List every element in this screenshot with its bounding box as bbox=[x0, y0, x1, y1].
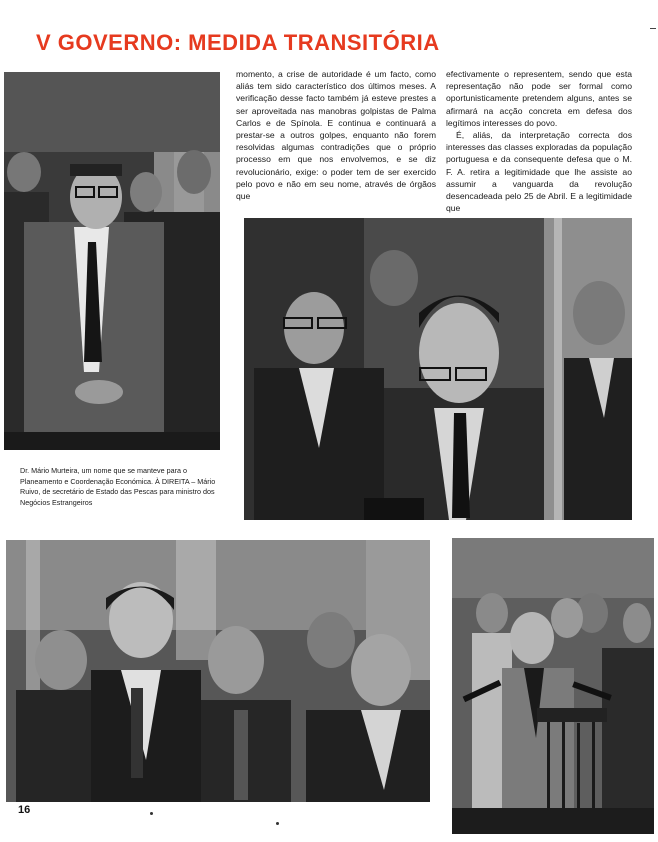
photo-ruivo bbox=[244, 218, 632, 520]
print-speck bbox=[150, 812, 153, 815]
scan-edge-mark bbox=[650, 28, 656, 29]
print-speck bbox=[276, 822, 279, 825]
article-paragraph: momento, a crise de autoridade é um facto, como aliás tem sido característico dos últimos meses. A verificação desse facto também já esteve prestes a ser aproveitada nas manobras golpistas de Palma Carlos e de Spínola. E continua e continuará a prestar-se a outros golpes, enquanto não forem resolvidas algumas contradições que o próprio processo em que nos envolvemos, e se diz revolucionário, exige: o poder tem de ser exercido pelo povo e não em seu nome, através de órgãos que bbox=[236, 69, 436, 202]
photo-murteira bbox=[4, 72, 220, 450]
article-paragraph: efectivamente o representem, sendo que esta representação não pode ser formal como oportunisticamente pretendem alguns, antes se afirmará na acção concreta em defesa dos legítimos interesses do povo. bbox=[446, 69, 632, 128]
article-paragraph: É, aliás, da interpretação correcta dos interesses das classes exploradas da população portuguesa e da consequente defesa que o M. F. A. retira a legitimidade que lhe assiste ao assumir a vanguarda da revolução desencadeada pelo 25 de Abril. E a legitimidade que bbox=[446, 130, 632, 214]
article-column-1 bbox=[236, 68, 436, 202]
photo-caption: Dr. Mário Murteira, um nome que se manteve para o Planeamento e Coordenação Económica. À DIREITA – Mário Ruivo, de secretário de Estado das Pescas para ministro dos Negócios Estrangeiros bbox=[20, 466, 216, 507]
page-number: 16 bbox=[18, 804, 31, 816]
photo-press-microphones bbox=[452, 538, 654, 834]
article-column-2 bbox=[446, 68, 632, 214]
photo-group-ministers bbox=[6, 540, 430, 802]
article-title: V GOVERNO: MEDIDA TRANSITÓRIA bbox=[36, 30, 440, 55]
